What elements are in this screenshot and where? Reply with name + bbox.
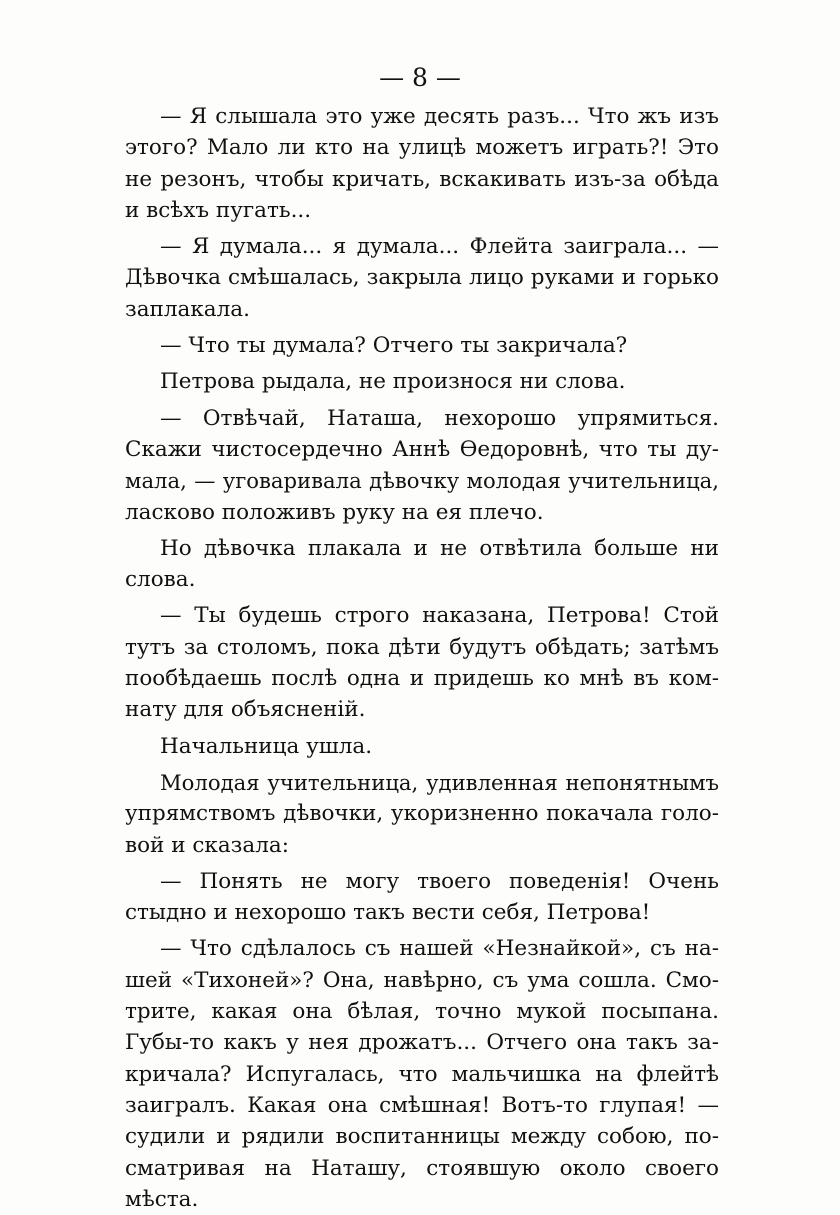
text-line: заплакала. (125, 296, 250, 322)
text-line: Петрова рыдала, не произнося ни слова. (160, 369, 626, 395)
text-line: Скажи чистосердечно Аннѣ Өедоровнѣ, что ты ду- (125, 436, 719, 462)
text-line: кричала? Испугалась, что мальчишка на флейтѣ (125, 1061, 719, 1087)
text-line: — Я слышала это уже десять разъ... Что жъ изъ (160, 104, 719, 129)
paragraph (125, 330, 719, 361)
text-line: — Отвѣчай, Наташа, нехорошо упрямиться. (160, 405, 719, 431)
paragraph (125, 600, 719, 725)
text-line: шей «Тихоней»? Она, навѣрно, съ ума сошла. Смо- (125, 967, 719, 993)
text-line: сматривая на Наташу, стоявшую около своего (125, 1155, 719, 1181)
page-text (125, 101, 719, 1215)
paragraph (125, 533, 719, 596)
text-line: — Что сдѣлалось съ нашей «Незнайкой», съ на- (160, 936, 719, 962)
page-number: — 8 — (379, 63, 461, 92)
text-line: нату для объясненій. (125, 697, 366, 723)
text-line: заигралъ. Какая она смѣшная! Вотъ-то глупая! — (125, 1092, 719, 1118)
text-line: пообѣдаешь послѣ одна и придешь ко мнѣ въ ком- (125, 666, 719, 692)
text-line: Молодая учительница, удивленная непонятнымъ (160, 769, 719, 795)
text-line: слова. (125, 567, 196, 593)
paragraph (125, 767, 719, 861)
text-line: тутъ за столомъ, пока дѣти будутъ обѣдать; затѣмъ (125, 634, 719, 660)
text-line: этого? Мало ли кто на улицѣ можетъ играть?! Это (125, 135, 719, 161)
paragraph (125, 403, 719, 528)
paragraph (125, 231, 719, 325)
text-line: ласково положивъ руку на ея плечо. (125, 499, 544, 525)
text-line: вой и сказала: (125, 832, 289, 858)
paragraph (125, 366, 719, 397)
text-line: Дѣвочка смѣшалась, закрыла лицо руками и горько (125, 265, 719, 291)
text-line: мѣста. (125, 1186, 199, 1212)
paragraph (125, 731, 719, 762)
text-line: Губы-то какъ у нея дрожатъ... Отчего она такъ за- (125, 1030, 719, 1056)
text-line: мала, — уговаривала дѣвочку молодая учительница, (125, 468, 719, 494)
text-line: — Ты будешь строго наказана, Петрова! Стой (160, 603, 719, 629)
text-line: не резонъ, чтобы кричать, вскакивать изъ-за обѣда (125, 166, 719, 192)
paragraph (125, 933, 719, 1215)
text-line: — Я думала... я думала... Флейта заиграла... — (160, 234, 719, 260)
text-line: Начальница ушла. (160, 733, 373, 759)
text-line: и всѣхъ пугать... (125, 197, 312, 223)
text-line: — Понять не могу твоего поведенія! Очень (160, 868, 719, 894)
paragraph (125, 866, 719, 929)
text-line: Но дѣвочка плакала и не отвѣтила больше ни (160, 535, 719, 561)
text-line: трите, какая она бѣлая, точно мукой посыпана. (125, 999, 719, 1025)
text-line: упрямствомъ дѣвочки, укоризненно покачала голо- (125, 801, 719, 827)
text-line: стыдно и нехорошо такъ вести себя, Петрова! (125, 900, 651, 926)
text-line: судили и рядили воспитанницы между собою, по- (125, 1124, 719, 1150)
paragraph (125, 101, 719, 226)
text-line: — Что ты думала? Отчего ты закричала? (160, 333, 628, 359)
